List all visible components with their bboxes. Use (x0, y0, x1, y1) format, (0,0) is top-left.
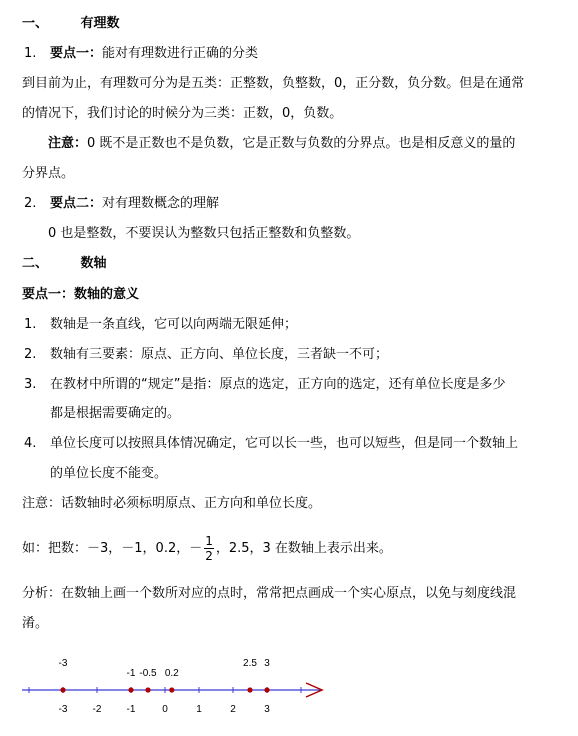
tick-label: -1 (126, 704, 136, 715)
number-line (0, 650, 578, 736)
section-title: 数轴 (80, 256, 107, 271)
point-marker (169, 687, 174, 692)
point-label: -0.5 (139, 668, 157, 679)
analysis: 淆。 (22, 616, 49, 631)
tick-label: -2 (92, 704, 102, 715)
tick-label: -3 (58, 704, 68, 715)
section-heading-1 (22, 14, 120, 34)
point-marker (264, 687, 269, 692)
analysis: 分析：在数轴上画一个数所对应的点时，常常把点画成一个实心原点，以免与刻度线混 (22, 586, 517, 601)
list-item-continued: 都是根据需要确定的。 (50, 406, 181, 421)
paragraph: 的情况下，我们讨论的时候分为三类：正数，0，负数。 (22, 106, 343, 121)
tick-label: 3 (264, 704, 270, 715)
point-2: 2. 要点二：对有理数概念的理解 (24, 196, 220, 211)
note: 注意：话数轴时必须标明原点、正方向和单位长度。 (22, 496, 322, 511)
paragraph: 分界点。 (22, 166, 75, 181)
point-label: -3 (58, 658, 68, 669)
sub-heading: 要点一：数轴的意义 (22, 287, 140, 302)
point-marker (145, 687, 150, 692)
list-item: 4. 单位长度可以按照具体情况确定，它可以长一些，也可以短些，但是同一个数轴上 (24, 436, 519, 451)
list-item: 1. 数轴是一条直线，它可以向两端无限延伸； (24, 317, 298, 332)
point-marker (60, 687, 65, 692)
point-label: 0.2 (164, 668, 179, 679)
note: 注意：0 既不是正数也不是负数，它是正数与负数的分界点。也是相反意义的量的 (48, 136, 516, 151)
list-item-continued: 的单位长度不能变。 (50, 466, 168, 481)
list-item: 3. 在教材中所谓的“规定”是指：原点的选定，正方向的选定，还有单位长度是多少 (24, 377, 506, 392)
point-label: 2.5 (243, 658, 257, 669)
paragraph: 到目前为止，有理数可分为是五类：正整数，负整数，0，正分数，负分数。但是在通常 (22, 76, 525, 91)
paragraph: 0 也是整数，不要误认为整数只包括正整数和负整数。 (48, 226, 360, 241)
tick-label: 0 (162, 704, 168, 715)
example: 如：把数：－3，－1，0.2，－ $\frac{1}{2}$ ，2.5，3 在数轴上表示出来。 (22, 534, 392, 563)
point-label: 3 (264, 658, 270, 669)
section-number: 二、 (22, 256, 49, 271)
fraction: $\frac{1}{2}$ (205, 534, 213, 563)
section-title: 有理数 (80, 16, 120, 31)
point-marker (128, 687, 133, 692)
point-marker (247, 687, 252, 692)
point-1: 1. 要点一：能对有理数进行正确的分类 (24, 46, 259, 61)
point-label: -1 (126, 668, 136, 679)
section-number: 一、 (22, 16, 49, 31)
tick-label: 2 (230, 704, 236, 715)
section-heading-2 (22, 254, 107, 274)
tick-label: 1 (196, 704, 202, 715)
list-item: 2. 数轴有三要素：原点、正方向、单位长度，三者缺一不可； (24, 347, 389, 362)
